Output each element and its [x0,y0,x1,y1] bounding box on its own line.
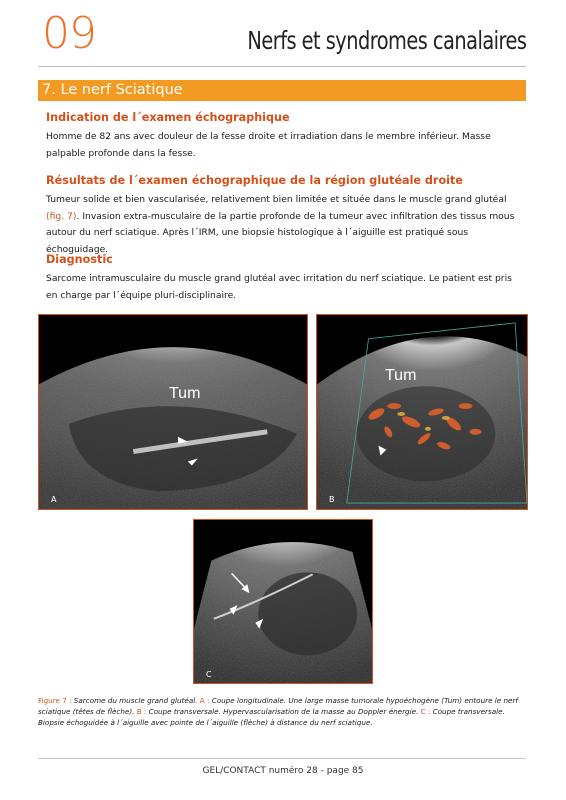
ultrasound-image-a [38,314,308,510]
figure-letter-b: B [329,495,335,504]
caption-a-label: A : [199,696,210,705]
section-title: 7. Le nerf Sciatique [38,80,526,101]
figure-caption [38,695,526,728]
ultrasound-image-b [316,314,528,510]
ultrasound-c-graphic [194,520,372,683]
ultrasound-image-c [193,519,373,684]
ultrasound-a-graphic [39,315,307,509]
results-heading: Résultats de l´examen échographique de la région glutéale droite [46,174,463,187]
chapter-title: Nerfs et syndromes canalaires [246,26,526,55]
caption-c-text: Coupe transversale. Biopsie échoguidée à l´aiguille avec pointe de l´aiguille (flèche) à distance du nerf sciatique. [38,707,505,727]
diagnosis-text: Sarcome intramusculaire du muscle grand glutéal avec irritation du nerf sciatique. Le patient est pris en charge par l´équipe pluri-disciplinaire. [46,273,512,301]
footer-divider [38,758,526,759]
indication-text: Homme de 82 ans avec douleur de la fesse droite et irradiation dans le membre inférieur. Masse palpable profonde dans la fesse. [46,131,491,159]
header-divider [38,66,526,67]
results-text-part1: Tumeur solide et bien vascularisée, relativement bien limitée et située dans le muscle grand glutéal [46,194,507,205]
caption-figure-label: Figure 7 : [38,696,72,705]
results-text-part2: . Invasion extra-musculaire de la partie profonde de la tumeur avec infiltration des tissus mous autour du nerf sciatique. Après l´IRM, une biopsie histologique à l´aiguille est pratiqué sous échoguidage. [46,210,515,255]
caption-c-label: C : [420,707,431,716]
tumor-label-a: Tum [169,385,201,402]
figure-letter-a: A [51,495,57,504]
caption-b-text: Coupe transversale. Hypervascularisation de la masse au Doppler énergie. [146,707,421,716]
chapter-number: 09 [42,8,96,59]
figure-letter-c: C [206,670,212,679]
figure-reference-link[interactable]: (fig. 7) [46,210,77,222]
diagnosis-heading: Diagnostic [46,253,113,266]
caption-b-label: B : [136,707,147,716]
caption-a-text: Coupe longitudinale. Une large masse tumorale hypoéchogène (Tum) entoure le nerf sciatique (têtes de flèche). [38,696,518,716]
caption-intro: Sarcome du muscle grand glutéal. [71,696,200,705]
indication-heading: Indication de l´examen échographique [46,111,290,124]
results-text [46,192,520,258]
page-footer: GEL/CONTACT numéro 28 - page 85 [202,766,364,776]
tumor-label-b: Tum [385,367,417,384]
ultrasound-b-graphic [317,315,527,509]
